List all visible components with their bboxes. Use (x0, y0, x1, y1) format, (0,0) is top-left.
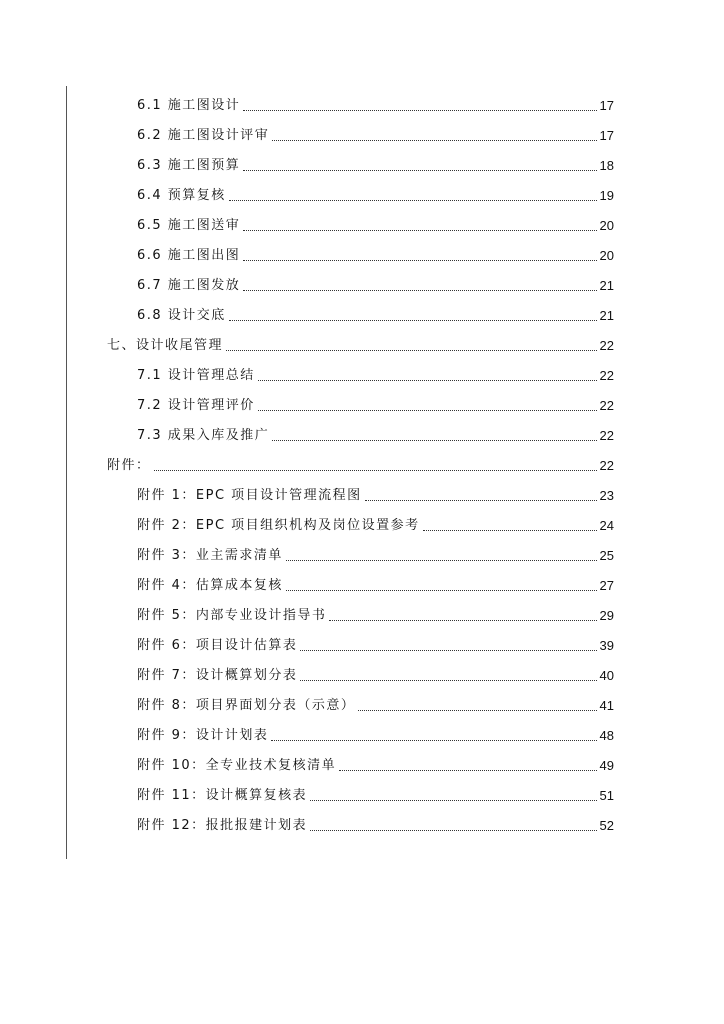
toc-entry-title: 附件 10：全专业技术复核清单 (137, 758, 337, 773)
toc-entry-title: 附件 9：设计计划表 (137, 728, 269, 743)
toc-entry[interactable] (137, 390, 614, 414)
toc-entry-title: 6.8 设计交底 (137, 308, 226, 323)
toc-entry-title: 7.2 设计管理评价 (137, 398, 255, 413)
toc-entry-title: 7.1 设计管理总结 (137, 368, 255, 383)
toc-page-number: 18 (599, 158, 614, 173)
dot-leader (358, 709, 596, 711)
toc-entry[interactable] (137, 240, 614, 264)
toc-page-number: 22 (599, 428, 614, 443)
toc-entry-title: 附件 3：业主需求清单 (137, 548, 283, 563)
toc-entry-title: 6.7 施工图发放 (137, 278, 241, 293)
dot-leader (300, 649, 596, 651)
dot-leader (339, 769, 596, 771)
toc-page-number: 51 (599, 788, 614, 803)
toc-entry-title: 附件 7：设计概算划分表 (137, 668, 298, 683)
toc-entry-title: 6.1 施工图设计 (137, 98, 241, 113)
dot-leader (272, 439, 596, 441)
toc-entry-title: 附件 2：EPC 项目组织机构及岗位设置参考 (137, 518, 420, 533)
toc-page-number: 21 (599, 308, 614, 323)
toc-entry[interactable] (137, 420, 614, 444)
toc-entry-title: 附件 4：估算成本复核 (137, 578, 283, 593)
toc-entry-title: 附件 1：EPC 项目设计管理流程图 (137, 488, 362, 503)
toc-page-number: 24 (599, 518, 614, 533)
toc-entry[interactable] (137, 270, 614, 294)
toc-entry-title: 附件 6：项目设计估算表 (137, 638, 298, 653)
dot-leader (243, 229, 596, 231)
toc-entry-title: 6.6 施工图出图 (137, 248, 241, 263)
dot-leader (243, 259, 596, 261)
toc-entry-title: 七、设计收尾管理 (107, 338, 224, 353)
toc-entry[interactable] (137, 540, 614, 564)
dot-leader (310, 799, 596, 801)
toc-entry[interactable] (107, 330, 614, 354)
dot-leader (423, 529, 597, 531)
toc-page-number: 29 (599, 608, 614, 623)
toc-page-number: 22 (599, 368, 614, 383)
toc-page-number: 41 (599, 698, 614, 713)
toc-page-number: 52 (599, 818, 614, 833)
toc-page-number: 20 (599, 218, 614, 233)
toc-entry[interactable] (137, 600, 614, 624)
toc-entry[interactable] (137, 660, 614, 684)
toc-entry[interactable] (137, 570, 614, 594)
toc-page-number: 40 (599, 668, 614, 683)
toc-page-number: 22 (599, 338, 614, 353)
toc-entry-title: 附件： (107, 458, 151, 473)
dot-leader (229, 199, 597, 201)
toc-entry[interactable] (137, 210, 614, 234)
dot-leader (258, 409, 597, 411)
toc-entry-title: 6.3 施工图预算 (137, 158, 241, 173)
toc-page-number: 23 (599, 488, 614, 503)
dot-leader (229, 319, 597, 321)
dot-leader (300, 679, 596, 681)
toc-entry[interactable] (137, 120, 614, 144)
toc-page-number: 19 (599, 188, 614, 203)
dot-leader (271, 739, 596, 741)
toc-entry[interactable] (137, 750, 614, 774)
toc-page-number: 27 (599, 578, 614, 593)
toc-entry[interactable] (107, 450, 614, 474)
toc-entry-title: 附件 12：报批报建计划表 (137, 818, 308, 833)
dot-leader (286, 559, 597, 561)
toc-entry[interactable] (137, 510, 614, 534)
dot-leader (365, 499, 597, 501)
toc-entry-title: 6.4 预算复核 (137, 188, 226, 203)
margin-rule (66, 86, 67, 859)
toc-entry[interactable] (137, 480, 614, 504)
toc-entry[interactable] (137, 720, 614, 744)
toc-entry[interactable] (137, 180, 614, 204)
toc-page-number: 48 (599, 728, 614, 743)
toc-entry-title: 6.5 施工图送审 (137, 218, 241, 233)
toc-entry-title: 7.3 成果入库及推广 (137, 428, 270, 443)
toc-page-number: 25 (599, 548, 614, 563)
toc-page-number: 39 (599, 638, 614, 653)
toc-page-number: 22 (599, 458, 614, 473)
toc-entry[interactable] (137, 90, 614, 114)
toc-page-number: 20 (599, 248, 614, 263)
toc-entry[interactable] (137, 690, 614, 714)
toc-page-number: 22 (599, 398, 614, 413)
dot-leader (243, 109, 596, 111)
toc-page-number: 49 (599, 758, 614, 773)
toc-page-number: 17 (599, 98, 614, 113)
toc-page-number: 17 (599, 128, 614, 143)
dot-leader (258, 379, 597, 381)
toc-entry-title: 附件 5：内部专业设计指导书 (137, 608, 327, 623)
toc-entry[interactable] (137, 360, 614, 384)
toc-entry[interactable] (137, 150, 614, 174)
toc-entry-title: 6.2 施工图设计评审 (137, 128, 270, 143)
dot-leader (272, 139, 596, 141)
toc-entry-title: 附件 8：项目界面划分表（示意） (137, 698, 356, 713)
dot-leader (154, 469, 597, 471)
toc-entry-title: 附件 11：设计概算复核表 (137, 788, 308, 803)
toc-entry[interactable] (137, 780, 614, 804)
toc-page-number: 21 (599, 278, 614, 293)
toc-entry[interactable] (137, 300, 614, 324)
toc-entry[interactable] (137, 810, 614, 834)
dot-leader (310, 829, 596, 831)
dot-leader (226, 349, 597, 351)
toc-entry[interactable] (137, 630, 614, 654)
dot-leader (243, 289, 596, 291)
dot-leader (243, 169, 596, 171)
dot-leader (329, 619, 596, 621)
dot-leader (286, 589, 597, 591)
